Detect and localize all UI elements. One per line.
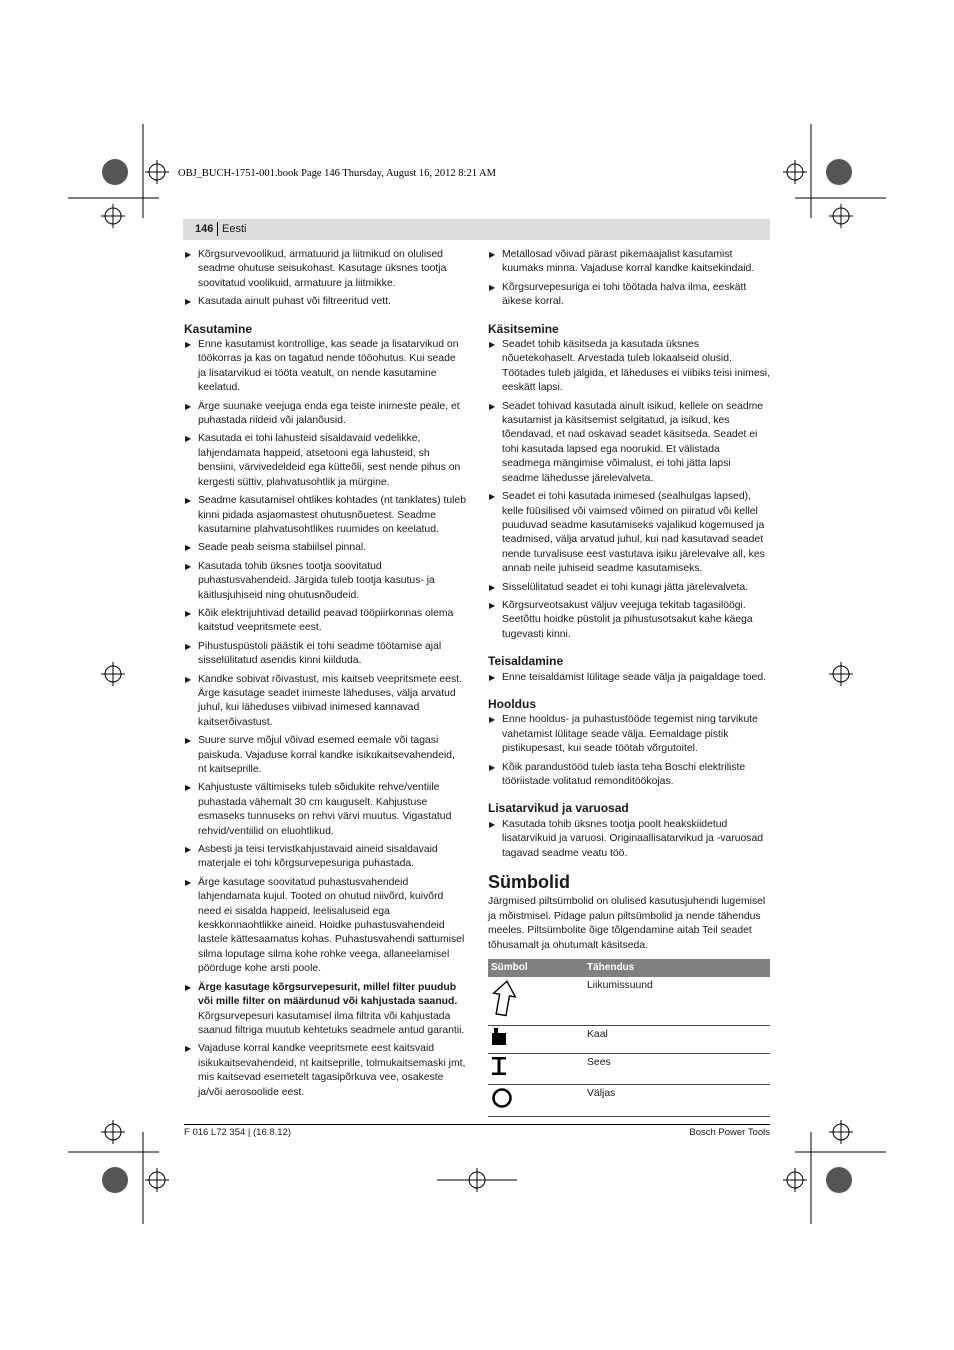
symbol-cell xyxy=(488,1084,584,1116)
list-item: ▶ Enne kasutamist kontrollige, kas seade ja lisatarvikud on töökorras ja kas on tagatud nende tööohutus. Kui seade ja lisatarvikud ei tööta veatult, on nende kasutamine keelatud. xyxy=(185,339,459,394)
bullet-icon: ▶ xyxy=(489,492,496,502)
bullet-icon: ▶ xyxy=(489,340,496,350)
list-item: ▶ Kõrgsurvepesuriga ei tohi töötada halva ilma, eeskätt äikese korral. xyxy=(489,281,747,308)
section-title-hooldus: Hooldus xyxy=(488,696,536,711)
symbol-cell xyxy=(488,1054,584,1084)
list-item: ▶ Pihustuspüstoli päästik ei tohi seadme töötamise ajal sisselülitatud asendis kinni kiilduda. xyxy=(185,640,442,667)
bullet-icon: ▶ xyxy=(489,715,496,725)
bullet-icon: ▶ xyxy=(185,877,192,887)
movement-arrow-icon xyxy=(491,979,517,1017)
bullet-icon: ▶ xyxy=(185,543,192,553)
bullet-icon: ▶ xyxy=(185,434,192,444)
bullet-icon: ▶ xyxy=(185,641,192,651)
bullet-icon: ▶ xyxy=(185,250,192,259)
bullet-icon: ▶ xyxy=(185,401,192,411)
language-label: Eesti xyxy=(222,223,247,235)
bullet-icon: ▶ xyxy=(185,561,192,571)
section-title-kasitsemine: Käsitsemine xyxy=(488,321,559,336)
bullet-icon: ▶ xyxy=(489,282,496,292)
symbol-cell xyxy=(488,1025,584,1053)
bullet-icon: ▶ xyxy=(489,600,496,610)
symbol-meaning: Sees xyxy=(584,1054,770,1084)
page-header xyxy=(183,219,770,240)
bullet-icon: ▶ xyxy=(185,736,192,746)
filter-warning-text: Kõrgsurvepesuri kasutamisel ilma filtrita või kahjustada saanud filtriga muutub kehtetuks seadmele antud garantii. xyxy=(198,1010,465,1036)
list-item: ▶ Kasutada tohib üksnes tootja soovitatud puhastusvahendeid. Järgida tuleb tootja kasutus- ja käitlusjuhiseid ning ohutusnõudeid. xyxy=(185,560,435,601)
list-item: ▶ Kasutada tohib üksnes tootja poolt heakskiidetud lisatarvikuid ja varuosi. Originaallisatarvikud ja -varuosad tagavad seadme veatu töö. xyxy=(489,818,764,859)
filter-warning-bold: Ärge kasutage kõrgsurvepesurit, millel filter puudub või mille filter on määrdunud või kahjustada saanud. xyxy=(198,981,458,1008)
bullet-icon: ▶ xyxy=(185,674,192,684)
section-title-lisatarvikud: Lisatarvikud ja varuosad xyxy=(488,801,629,816)
list-item: ▶ Kõik parandustööd tuleb lasta teha Boschi elektriliste tööriistade volitatud remonditöökojas. xyxy=(489,761,746,787)
list-item: ▶ Ärge kasutage soovitatud puhastusvahendeid lahjendamata kujul. Tooted on ohutud niivõrd, kuivõrd need ei sisalda happeid, leelisaluseid ega keskkonnaohtlikke aineid. Hoidke puhastusvahendeid lastele kättesaamatus kohas. Puhastusvahendi sattumisel silma loputage silma kohe rohke veega, allaneelamisel pöörduge kohe arsti poole. xyxy=(185,876,465,975)
list-item: ▶ Enne teisaldamist lülitage seade välja ja paigaldage toed. xyxy=(488,671,770,685)
bullet-icon: ▶ xyxy=(489,672,496,682)
section-title-teisaldamine: Teisaldamine xyxy=(488,654,564,669)
symbol-cell xyxy=(488,977,584,1025)
list-item: ▶ Suure surve mõjul võivad esemed eemale või tagasi paiskuda. Vajaduse korral kandke isikukaitsevahendeid, nt kaitseprille. xyxy=(185,735,455,775)
bullet-icon: ▶ xyxy=(489,819,496,829)
bullet-icon: ▶ xyxy=(185,608,192,618)
bullet-icon: ▶ xyxy=(185,297,192,307)
footer-rule xyxy=(184,1124,770,1125)
off-symbol-icon xyxy=(491,1087,513,1109)
page-number: 146 xyxy=(195,223,214,235)
bullet-icon: ▶ xyxy=(489,582,496,592)
list-item: ▶ Seade peab seisma stabiilsel pinnal. xyxy=(184,541,466,555)
list-item: ▶ Kasutada ainult puhast või filtreeritud vett. xyxy=(184,295,466,309)
bullet-icon: ▶ xyxy=(185,496,192,506)
table-row xyxy=(488,1025,770,1053)
symbol-meaning: Väljas xyxy=(584,1084,770,1116)
list-item: ▶ Kandke sobivat rõivastust, mis kaitseb veepritsmete eest. Ärge kasutage seadet inimeste läheduses, välja arvatud juhul, kui läheduses viibivad inimesed kannavad kaitserõivastust. xyxy=(185,673,462,728)
section-title-kasutamine: Kasutamine xyxy=(184,321,253,336)
list-item: ▶ Kõrgsurvevoolikud, armatuurid ja liitmikud on olulised seadme ohutuse seisukohast. Kasutage üksnes tootja soovitatud voolikuid, armatuure ja liitmikke. xyxy=(185,249,447,289)
list-item: ▶ Asbesti ja teisi tervistkahjustavaid aineid sisaldavaid materjale ei tohi kõrgsurvepesuriga puhastada. xyxy=(185,844,438,870)
bullet-icon: ▶ xyxy=(185,340,192,350)
on-symbol-icon xyxy=(491,1056,507,1076)
list-item: ▶ Metallosad võivad pärast pikemaajalist kasutamist kuumaks minna. Vajaduse korral kandke kaitsekindaid. xyxy=(489,249,755,275)
section-title-symbols: Sümbolid xyxy=(488,872,570,893)
left-column xyxy=(184,248,466,1104)
bullet-icon: ▶ xyxy=(185,982,192,992)
bullet-icon: ▶ xyxy=(489,401,496,411)
header-divider xyxy=(217,222,218,236)
table-row xyxy=(488,977,770,1025)
list-item: ▶ Kasutada ei tohi lahusteid sisaldavaid vedelikke, lahjendamata happeid, atsetooni ega lahusteid, sh bensiini, värvivedeldeid ega kütteõli, sest nende pihus on kergesti süttiv, plahvatusohtlik ja mürgine. xyxy=(185,433,461,488)
list-item: ▶ Vajaduse korral kandke veepritsmete eest kaitsvaid isikukaitsevahendeid, nt kaitseprille, tolmukaitsemaski jmt, mis kaitsevad esemetelt tagasipõrkuva vee, osakeste ja/või aerosoolide eest. xyxy=(185,1043,466,1098)
table-row xyxy=(488,1084,770,1116)
footer-doc-number: F 016 L72 354 | (16.8.12) xyxy=(184,1127,292,1138)
file-slug: OBJ_BUCH-1751-001.book Page 146 Thursday, August 16, 2012 8:21 AM xyxy=(178,168,496,179)
weight-icon xyxy=(491,1028,507,1046)
list-item: ▶ Kahjustuste vältimiseks tuleb sõidukite rehve/ventiile puhastada vähemalt 30 cm kauguselt. Kahjustuse esmaseks tunnuseks on rehvi värvi muutus. Vigastatud rehvid/ventiilid on eluohtlikud. xyxy=(185,782,452,837)
list-item-filter-warning xyxy=(184,981,466,1039)
symbol-meaning: Liikumissuund xyxy=(584,977,770,1025)
list-item: ▶ Seadme kasutamisel ohtlikes kohtades (nt tanklates) tuleb kinni pidada asjaomastest ohutusnõuetest. Seadme kasutamine plahvatusohtlikes ruumides on keelatud. xyxy=(185,495,466,535)
symbols-intro: Järgmised piltsümbolid on olulised kasutusjuhendi lugemisel ja mõistmisel. Pidage palun piltsümbolid ja nende tähendus meeles. Piltsümbolite õige tõlgendamine aitab Teil seadet tõhusamalt ja ohutumalt käsitseda. xyxy=(488,896,766,951)
list-item: ▶ Kõrgsurveotsakust väljuv veejuga tekitab tagasilöögi. Seetõttu hoidke püstolit ja pihustusotsakut kahe käega tugevasti kinni. xyxy=(489,599,753,640)
list-item: ▶ Seadet tohib käsitseda ja kasutada üksnes nõuetekohaselt. Arvestada tuleb lokaalseid olusid. Töötades tuleb jälgida, et läheduses ei viibiks teisi inimesi, eeskätt lapsi. xyxy=(489,339,770,394)
list-item: ▶ Sisselülitatud seadet ei tohi kunagi jätta järelevalveta. xyxy=(488,581,770,595)
list-item: ▶ Seadet ei tohi kasutada inimesed (sealhulgas lapsed), kelle füüsilised või vaimsed võimed on piiratud või kellel puuduvad seadme kasutamiseks vajalikud kogemused ja teadmised, välja arvatud juhul, kui nad kasutavad seadet nende turvalisuse eest vastutava isiku järelevalve all, kes annab neile juhiseid seadme kasutamiseks. xyxy=(489,491,765,575)
list-item: ▶ Ärge suunake veejuga enda ega teiste inimeste peale, et puhastada riideid või jalanõusid. xyxy=(185,400,460,427)
bullet-icon: ▶ xyxy=(489,250,496,259)
col-symbol: Sümbol xyxy=(488,959,584,977)
symbols-table xyxy=(488,959,770,1117)
bullet-icon: ▶ xyxy=(185,783,192,793)
right-column xyxy=(488,248,770,1117)
list-item: ▶ Enne hooldus- ja puhastustööde tegemist ning tarvikute vahetamist lülitage seade välja. Eemaldage pistik pistikupesast, kui seade töötab võrgutoitel. xyxy=(489,714,758,755)
bullet-icon: ▶ xyxy=(185,845,192,855)
bullet-icon: ▶ xyxy=(185,1044,192,1054)
symbol-meaning: Kaal xyxy=(584,1025,770,1053)
footer-brand: Bosch Power Tools xyxy=(689,1127,770,1138)
bullet-icon: ▶ xyxy=(489,762,496,772)
table-row xyxy=(488,1054,770,1084)
col-meaning: Tähendus xyxy=(584,959,770,977)
list-item: ▶ Seadet tohivad kasutada ainult isikud, kellele on seadme kasutamist ja käsitsemist selgitatud, ja isikud, kes tõendavad, et nad oskavad seadet käsitseda. Seadet ei tohi kasutada lapsed ega noorukid. Et välistada seadmega mängimise võimalust, ei tohi jätta lapsi seadme lähedusse järelevalveta. xyxy=(489,400,764,484)
list-item: ▶ Kõik elektrijuhtivad detailid peavad tööpiirkonnas olema kaitstud veepritsmete eest. xyxy=(185,607,454,634)
symbols-table-header xyxy=(488,959,770,977)
